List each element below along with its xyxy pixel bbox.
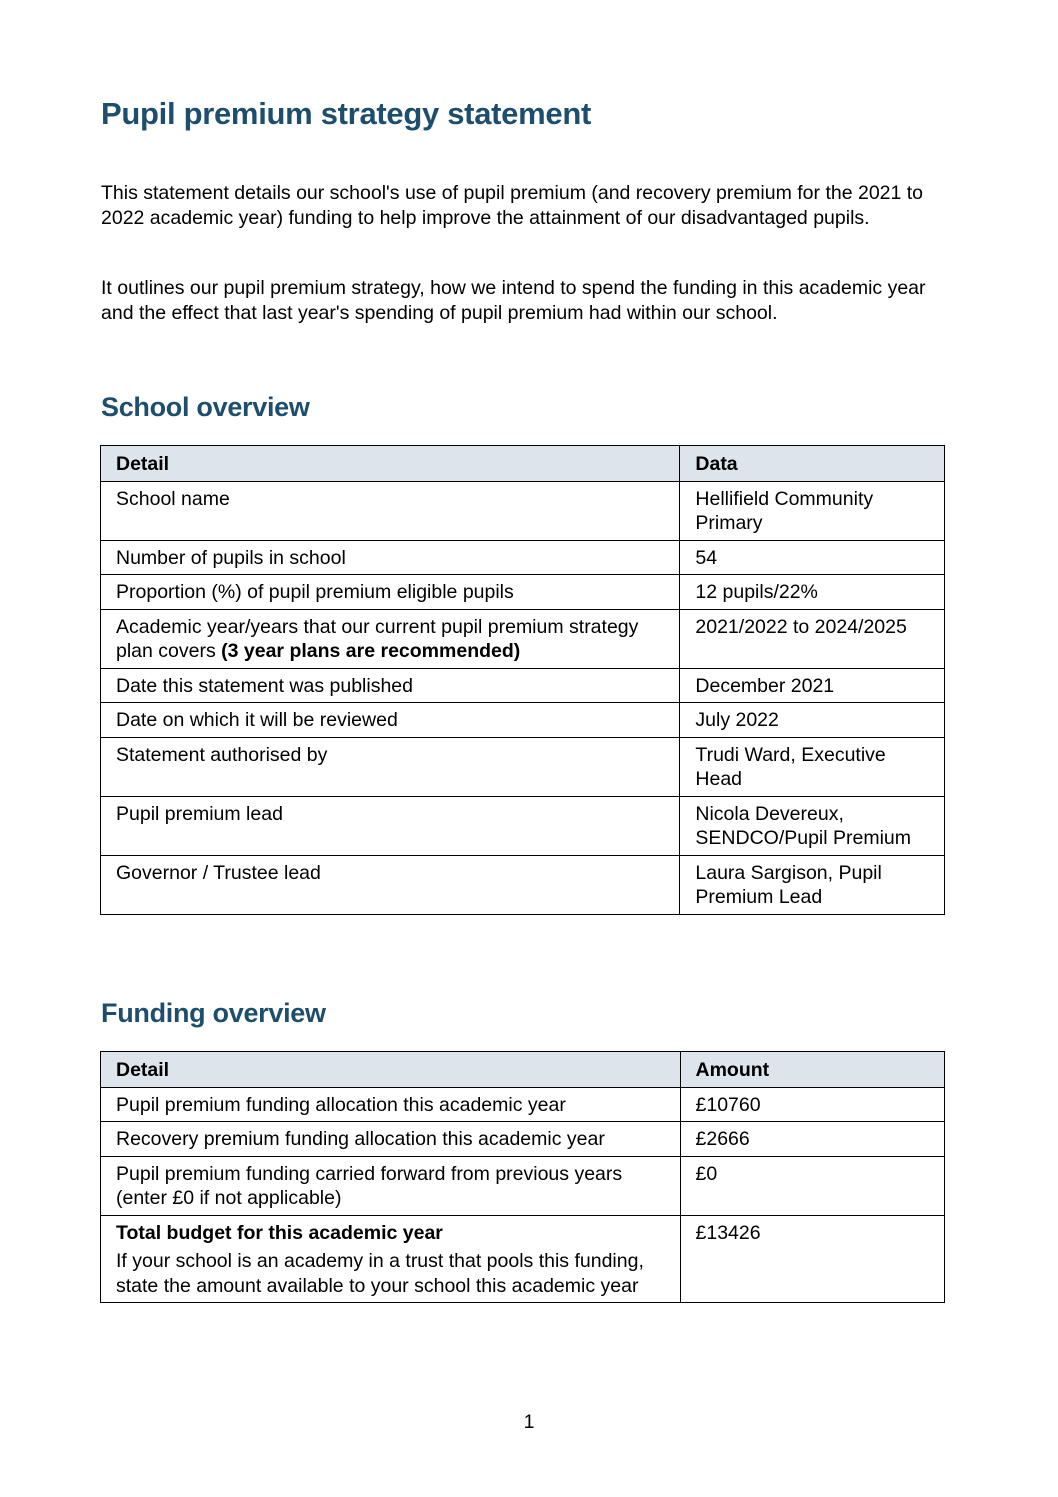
row-value: Nicola Devereux, SENDCO/Pupil Premium (680, 796, 945, 855)
row-amount: £2666 (680, 1122, 944, 1157)
row-detail: Pupil premium funding allocation this academic year (101, 1087, 681, 1122)
row-detail: Statement authorised by (101, 737, 680, 796)
table-row (101, 609, 945, 668)
row-detail: Governor / Trustee lead (101, 855, 680, 914)
total-amount: £13426 (680, 1215, 944, 1303)
table-header-row (101, 446, 945, 482)
table-row (101, 668, 945, 703)
table-header-row (101, 1052, 945, 1088)
total-row (101, 1215, 945, 1303)
row-detail-text: Academic year/years that our current pupil premium strategy plan covers (116, 615, 639, 662)
table-row (101, 575, 945, 610)
table-row (101, 737, 945, 796)
row-detail: Proportion (%) of pupil premium eligible pupils (101, 575, 680, 610)
row-value: Hellifield Community Primary (680, 481, 945, 540)
table-row (101, 481, 945, 540)
column-header-amount: Amount (680, 1052, 944, 1088)
table-row (101, 855, 945, 914)
row-detail (101, 609, 680, 668)
total-note: If your school is an academy in a trust that pools this funding, state the amount available to your school this academic year (116, 1250, 644, 1297)
table-row (101, 703, 945, 738)
column-header-detail: Detail (101, 446, 680, 482)
column-header-detail: Detail (101, 1052, 681, 1088)
intro-paragraph-1: This statement details our school's use of pupil premium (and recovery premium for the 2021 to 2022 academic year) funding to help improve the attainment of our disadvantaged pupils. (101, 182, 924, 229)
intro-paragraph-2: It outlines our pupil premium strategy, how we intend to spend the funding in this academic year and the effect that last year's spending of pupil premium had within our school. (101, 277, 926, 324)
row-detail: Recovery premium funding allocation this academic year (101, 1122, 681, 1157)
row-detail-emphasis: (3 year plans are recommended) (221, 640, 521, 662)
funding-overview-table (100, 1051, 945, 1303)
row-amount: £0 (680, 1156, 944, 1215)
table-row (101, 796, 945, 855)
row-detail: Number of pupils in school (101, 540, 680, 575)
row-detail: Pupil premium lead (101, 796, 680, 855)
row-value: 54 (680, 540, 945, 575)
row-value: 2021/2022 to 2024/2025 (680, 609, 945, 668)
row-amount: £10760 (680, 1087, 944, 1122)
row-detail: Date on which it will be reviewed (101, 703, 680, 738)
table-row (101, 1122, 945, 1157)
total-label: Total budget for this academic year (116, 1221, 443, 1244)
total-detail (101, 1215, 681, 1303)
page-title: Pupil premium strategy statement (101, 96, 591, 131)
row-detail: Date this statement was published (101, 668, 680, 703)
row-detail: Pupil premium funding carried forward from previous years (enter £0 if not applicable) (101, 1156, 681, 1215)
row-value: Laura Sargison, Pupil Premium Lead (680, 855, 945, 914)
row-value: Trudi Ward, Executive Head (680, 737, 945, 796)
row-value: December 2021 (680, 668, 945, 703)
column-header-data: Data (680, 446, 945, 482)
table-row (101, 1087, 945, 1122)
table-row (101, 1156, 945, 1215)
row-value: 12 pupils/22% (680, 575, 945, 610)
funding-overview-heading: Funding overview (101, 998, 326, 1028)
table-row (101, 540, 945, 575)
row-value: July 2022 (680, 703, 945, 738)
school-overview-table (100, 445, 945, 915)
row-detail: School name (101, 481, 680, 540)
page-number: 1 (523, 1411, 535, 1433)
school-overview-heading: School overview (101, 392, 310, 422)
